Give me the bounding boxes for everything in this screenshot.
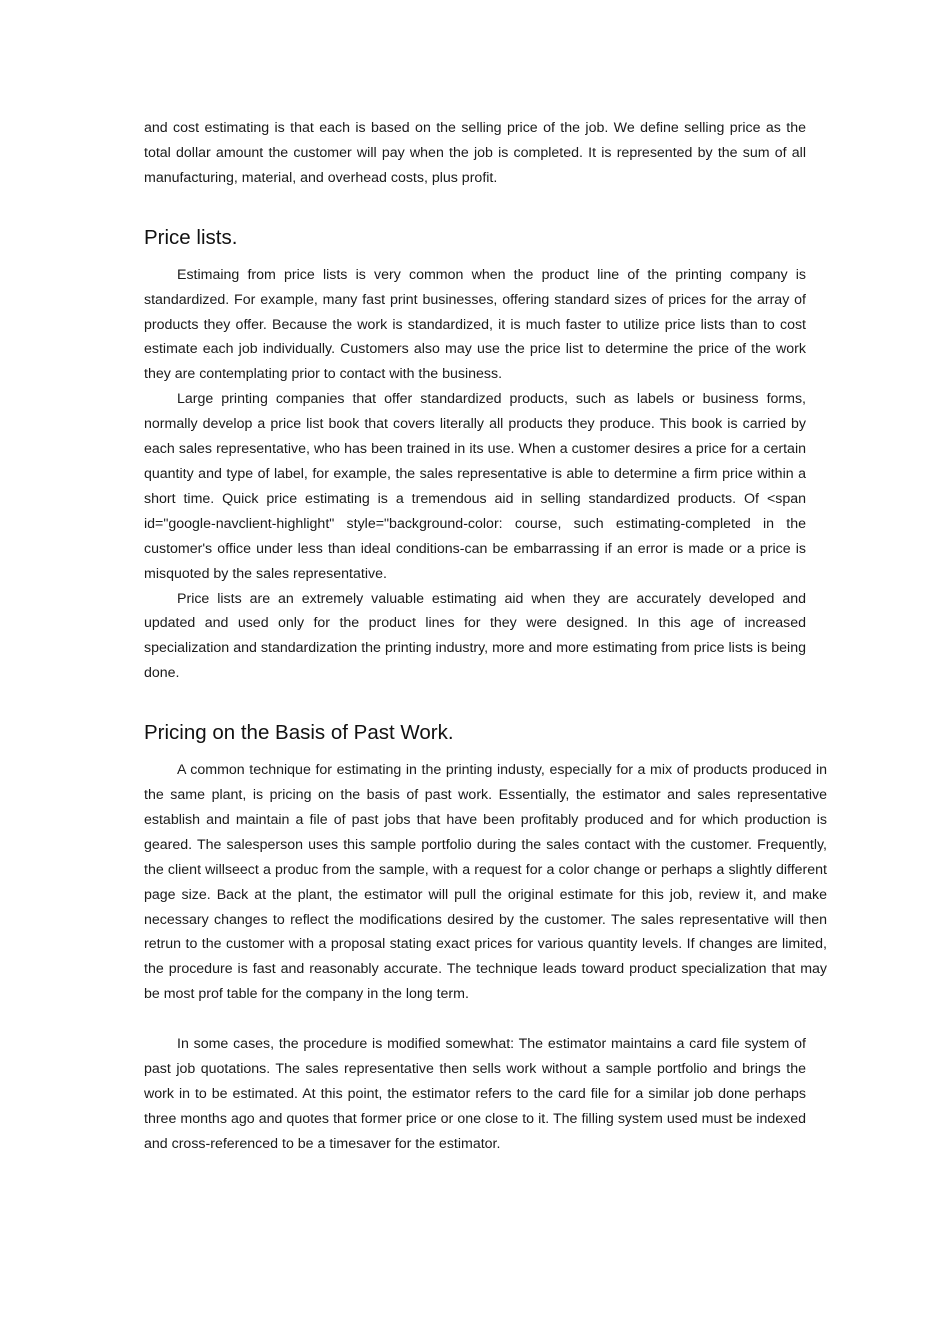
section-heading-past-work: Pricing on the Basis of Past Work. <box>144 721 454 745</box>
section-heading-price-lists: Price lists. <box>144 225 238 249</box>
price-lists-paragraph-2: Large printing companies that offer standardized products, such as labels or business forms, normally develop a price list book that covers literally all products they produce. This book is carried by each sales representative, who has been trained in its use. When a customer desires a price for a certain quantity and type of label, for example, the sales representative is able to determine a firm price within a short time. Quick price estimating is a tremendous aid in selling standardized products. Of <span id="google-navclient-highlight" style="background-color: course, such estimating-completed in the customer's office under less than ideal conditions-can be embarrassing if an error is made or a price is misquoted by the sales representative. <box>144 391 806 582</box>
document-page <box>144 116 827 1157</box>
past-work-paragraph-1: A common technique for estimating in the printing industy, especially for a mix of products produced in the same plant, is pricing on the basis of past work. Essentially, the estimator and sales representative establish and maintain a file of past jobs that have been profitably produced and for which production is geared. The salesperson uses this sample portfolio during the sales contact with the customer. Frequently, the client willseect a produc from the sample, with a request for a color change or perhaps a slightly different page size. Back at the plant, the estimator will pull the original estimate for this job, review it, and make necessary changes to reflect the modifications desired by the customer. The sales representative will then retrun to the customer with a proposal stating exact prices for various quantity levels. If changes are limited, the procedure is fast and reasonably accurate. The technique leads toward product specialization that may be most prof table for the company in the long term. <box>144 762 827 1003</box>
intro-paragraph: and cost estimating is that each is based on the selling price of the job. We define selling price as the total dollar amount the customer will pay when the job is completed. It is represented by the sum of all manufacturing, material, and overhead costs, plus profit. <box>144 120 806 186</box>
past-work-paragraph-2: In some cases, the procedure is modified somewhat: The estimator maintains a card file system of past job quotations. The sales representative then sells work without a sample portfolio and brings the work in to be estimated. At this point, the estimator refers to the card file for a similar job done perhaps three months ago and quotes that former price or one close to it. The filling system used must be indexed and cross-referenced to be a timesaver for the estimator. <box>144 1036 806 1152</box>
paragraph-spacer <box>144 1007 806 1032</box>
price-lists-paragraph-1: Estimaing from price lists is very common when the product line of the printing company is standardized. For example, many fast print businesses, offering standard sizes of prices for the array of products they offer. Because the work is standardized, it is much faster to utilize price lists than to cost estimate each job individually. Customers also may use the price list to determine the price of the work they are contemplating prior to contact with the business. <box>144 266 806 383</box>
price-lists-paragraph-3: Price lists are an extremely valuable estimating aid when they are accurately developed and updated and used only for the product lines for they were designed. In this age of increased specialization and standardization the printing industry, more and more estimating from price lists is being done. <box>144 590 806 682</box>
